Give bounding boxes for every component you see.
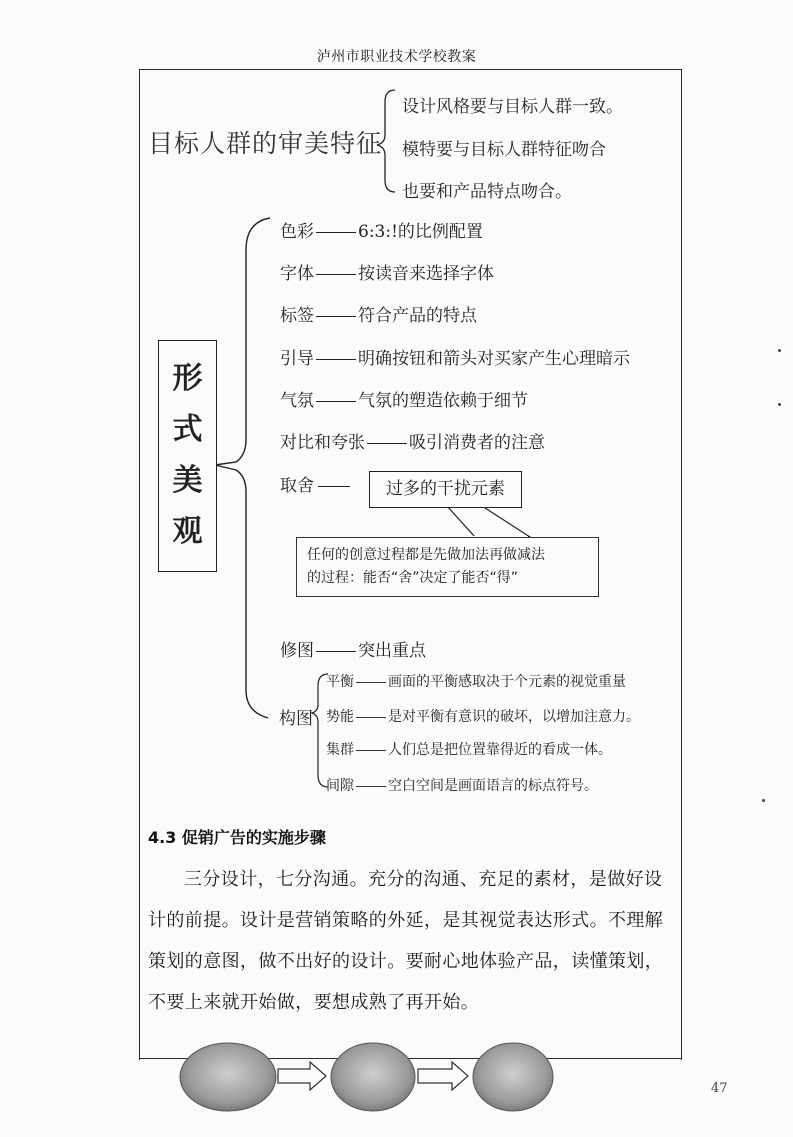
section-heading: 4.3 促销广告的实施步骤 (148, 828, 326, 847)
sub-desc: 画面的平衡感取决于个元素的视觉重量 (388, 674, 626, 690)
aesthetics-item-2: 模特要与目标人群特征吻合 (402, 140, 606, 160)
section-paragraph (148, 859, 676, 1023)
form-char-3: 美 (172, 463, 203, 498)
sub-label: 平衡 (326, 674, 354, 690)
item-desc: 按读音来选择字体 (358, 264, 494, 284)
item-label: 取舍 (280, 476, 314, 496)
deco-arrow-1 (278, 1062, 326, 1090)
scan-speck (778, 349, 781, 352)
form-item-tradeoff (280, 471, 350, 496)
deco-ellipse-2 (331, 1043, 415, 1111)
item-desc: 气氛的塑造依赖于细节 (358, 391, 528, 411)
item-label: 引导 (280, 349, 314, 369)
item-desc: 符合产品的特点 (358, 306, 477, 326)
sub-dash (356, 750, 386, 751)
form-item-color (280, 217, 483, 242)
tradeoff-note (296, 537, 599, 597)
item-dash (316, 232, 356, 233)
paragraph-line-1: 三分设计，七分沟通。充分的沟通、充足的素材，是做好设 (184, 869, 663, 890)
page-number: 47 (711, 1081, 728, 1096)
composition-item-momentum (326, 706, 640, 726)
item-desc: 突出重点 (358, 641, 426, 661)
item-label: 标签 (280, 306, 314, 326)
paragraph-line-3: 策划的意图，做不出好的设计。要耐心地体验产品，读懂策划， (148, 951, 664, 972)
composition-item-gap (326, 775, 598, 795)
item-label: 修图 (280, 641, 314, 661)
form-item-font (280, 259, 494, 284)
item-desc: 6:3:!的比例配置 (358, 222, 483, 242)
aesthetics-item-1: 设计风格要与目标人群一致。 (402, 97, 623, 117)
item-desc: 吸引消费者的注意 (409, 433, 545, 453)
deco-arrow-2 (418, 1062, 468, 1090)
item-dash (316, 651, 356, 652)
form-char-4: 观 (172, 514, 203, 549)
note-line-2: 的过程：能否“舍”决定了能否“得” (307, 570, 519, 586)
composition-item-cluster (326, 739, 612, 759)
item-dash (318, 486, 350, 487)
sub-label: 势能 (326, 709, 354, 725)
sub-dash (356, 717, 386, 718)
form-item-atmosphere (280, 386, 528, 411)
item-desc: 明确按钮和箭头对买家产生心理暗示 (358, 349, 630, 369)
item-dash (316, 316, 356, 317)
callout-pointer (447, 506, 530, 537)
sub-desc: 是对平衡有意识的破坏，以增加注意力。 (388, 709, 640, 725)
deco-ellipse-1 (180, 1043, 276, 1111)
form-item-guide (280, 344, 630, 369)
paragraph-line-4: 不要上来就开始做，要想成熟了再开始。 (148, 992, 480, 1013)
composition-item-balance (326, 671, 626, 691)
note-line-1: 任何的创意过程都是先做加法再做减法 (307, 547, 545, 563)
item-dash (316, 359, 356, 360)
sub-label: 集群 (326, 742, 354, 758)
aesthetics-item-3: 也要和产品特点吻合。 (402, 182, 572, 202)
form-item-retouch (280, 636, 426, 661)
form-char-2: 式 (172, 412, 203, 447)
item-dash (316, 401, 356, 402)
paragraph-line-2: 计的前提。设计是营销策略的外延，是其视觉表达形式。不理解 (148, 910, 664, 931)
form-char-1: 形 (172, 361, 203, 396)
form-item-tag (280, 301, 477, 326)
sub-desc: 人们总是把位置靠得近的看成一体。 (388, 742, 612, 758)
item-label: 色彩 (280, 222, 314, 242)
item-label: 对比和夸张 (280, 433, 365, 453)
item-label: 气氛 (280, 391, 314, 411)
item-dash (316, 274, 356, 275)
composition-label: 构图 (279, 709, 313, 729)
tradeoff-callout: 过多的干扰元素 (369, 471, 522, 508)
scan-speck (762, 799, 765, 802)
page-header: 泸州市职业技术学校教案 (316, 49, 477, 65)
sub-desc: 空白空间是画面语言的标点符号。 (388, 778, 598, 794)
sub-dash (356, 682, 386, 683)
sub-label: 间隙 (326, 778, 354, 794)
item-dash (367, 443, 407, 444)
form-beauty-brace (215, 218, 270, 718)
form-item-contrast (280, 428, 545, 453)
aesthetics-title: 目标人群的审美特征 (148, 129, 383, 158)
item-label: 字体 (280, 264, 314, 284)
sub-dash (356, 786, 386, 787)
form-beauty-box (158, 340, 217, 572)
scan-speck (778, 403, 781, 406)
deco-ellipse-3 (473, 1043, 553, 1111)
